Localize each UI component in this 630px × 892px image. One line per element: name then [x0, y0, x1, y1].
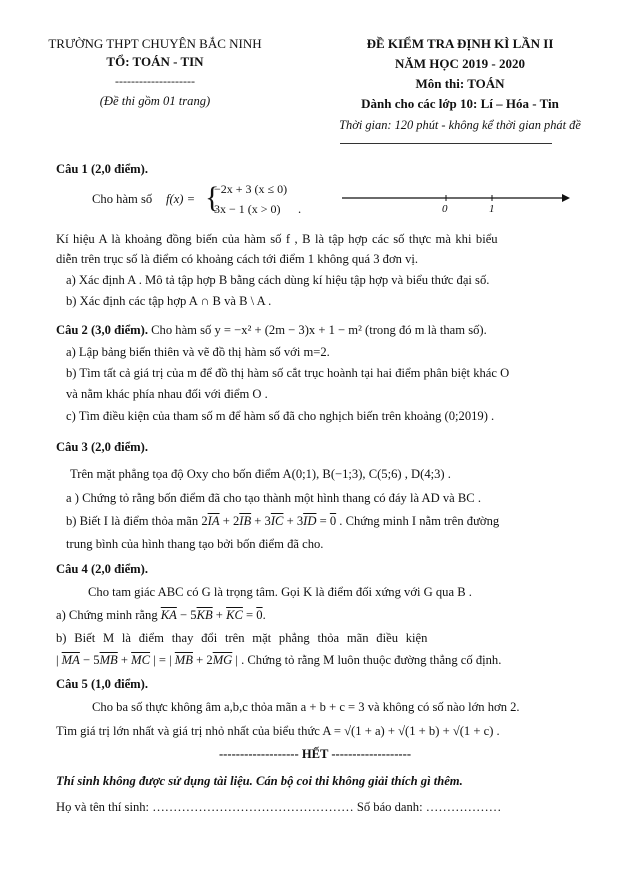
q3-intro: Trên mặt phẳng tọa độ Oxy cho bốn điểm A(0;1), B(−1;3), C(5;6) , D(4;3) .	[70, 467, 451, 481]
exam-title: ĐỀ KIỂM TRA ĐỊNH KÌ LẦN II	[366, 36, 554, 51]
q3-plus3b: + 3	[283, 514, 304, 528]
q5-title: Câu 5 (1,0 điểm).	[56, 677, 148, 691]
q2-part-b2: và nằm khác phía nhau đối với điểm O .	[66, 387, 268, 401]
vector-ic: $\overline{IC}$	[270, 514, 284, 528]
number-line	[340, 188, 572, 216]
number-line-arrow	[562, 194, 570, 202]
q4-title: Câu 4 (2,0 điểm).	[56, 562, 148, 576]
candidate-fields: Họ và tên thí sinh: ………………………………………… Số báo danh: ………………	[56, 800, 502, 814]
school-name: TRƯỜNG THPT CHUYÊN BẮC NINH	[48, 36, 262, 51]
exam-note: Thí sinh không được sử dụng tài liệu. Cán bộ coi thi không giải thích gì thêm.	[56, 774, 463, 788]
q4-bar1: |	[56, 653, 62, 667]
vector-mg: $\overline{MG}$	[212, 653, 233, 667]
vector-mc: $\overline{MC}$	[131, 653, 151, 667]
vector-ma: $\overline{MA}$	[61, 653, 80, 667]
zero-vector: 0	[329, 514, 337, 528]
vector-mb2: $\overline{MB}$	[174, 653, 193, 667]
vector-ib: $\overline{IB}$	[239, 514, 252, 528]
q1-fx: f(x) =	[166, 192, 196, 206]
q1-part-b: b) Xác định các tập hợp A ∩ B và B \ A .	[66, 294, 272, 308]
q1-dot: .	[298, 202, 302, 216]
q1-piece2: 3x − 1 (x > 0)	[214, 202, 281, 216]
school-year: NĂM HỌC 2019 - 2020	[395, 56, 525, 71]
q3-eq: =	[316, 514, 330, 528]
q2-part-a: a) Lập bảng biến thiên và vẽ đồ thị hàm số với m=2.	[66, 345, 330, 359]
q4-intro: Cho tam giác ABC có G là trọng tâm. Gọi K là điểm đối xứng với G qua B .	[88, 585, 472, 599]
q4-a-end: .	[262, 608, 266, 622]
pages-note: (Đề thi gồm 01 trang)	[99, 94, 211, 108]
vector-kb: $\overline{KB}$	[196, 608, 213, 622]
q1-brace: {	[205, 181, 220, 214]
subject: Môn thi: TOÁN	[415, 76, 505, 91]
q4-a-pre: a) Chứng minh rằng	[56, 608, 161, 622]
q4-p2: + 2	[192, 653, 213, 667]
q1-title: Câu 1 (2,0 điểm).	[56, 162, 148, 176]
q4-minus5: − 5	[176, 608, 197, 622]
q4-mid: | = |	[150, 653, 175, 667]
target-classes: Dành cho các lớp 10: Lí – Hóa - Tin	[361, 96, 559, 111]
q1-intro: Cho hàm số	[92, 192, 153, 206]
header-underline	[340, 143, 552, 144]
q3-part-b2: trung bình của hình thang tạo bởi bốn điểm đã cho.	[66, 537, 324, 551]
q4-b2-end: | . Chứng tỏ rằng M luôn thuộc đường thẳng cố định.	[232, 653, 502, 667]
q4-eq: =	[242, 608, 257, 622]
vector-ia: $\overline{IA}$	[207, 514, 220, 528]
q1-text1: Kí hiệu A là khoảng đồng biến của hàm số f , B là tập hợp các số thực mà khi biểu	[56, 232, 498, 246]
vector-mb: $\overline{MB}$	[99, 653, 118, 667]
q4-p1: +	[117, 653, 132, 667]
q4-part-b2	[56, 653, 501, 668]
q3-part-a: a ) Chứng tỏ rằng bốn điểm đã cho tạo thành một hình thang có đáy là AD và BC .	[66, 491, 481, 505]
axis-label-1: 1	[489, 203, 495, 215]
vector-kc: $\overline{KC}$	[226, 608, 243, 622]
q1-part-a: a) Xác định A . Mô tả tập hợp B bằng cách dùng kí hiệu tập hợp và biểu thức đại số.	[66, 273, 490, 287]
q5-line1: Cho ba số thực không âm a,b,c thỏa mãn a + b + c = 3 và không có số nào lớn hơn 2.	[92, 700, 520, 714]
q3-plus2: + 2	[219, 514, 240, 528]
q4-plus: +	[212, 608, 227, 622]
q3-plus3: + 3	[251, 514, 271, 528]
q2-intro: Cho hàm số y = −x² + (2m − 3)x + 1 − m² (trong đó m là tham số).	[148, 323, 487, 337]
q2-title: Câu 2 (3,0 điểm).	[56, 323, 148, 337]
q4-m5: − 5	[79, 653, 100, 667]
q3-title: Câu 3 (2,0 điểm).	[56, 440, 148, 454]
q1-piece1: −2x + 3 (x ≤ 0)	[214, 182, 288, 196]
q4-part-b1: b) Biết M là điểm thay đổi trên mặt phẳng thỏa mãn điều kiện	[56, 631, 428, 645]
q2-line	[56, 323, 487, 338]
q2-part-c: c) Tìm điều kiện của tham số m để hàm số đã cho nghịch biến trên khoảng (0;2019) .	[66, 409, 495, 423]
axis-label-0: 0	[442, 203, 448, 215]
vector-id: $\overline{ID}$	[303, 514, 317, 528]
q3-part-b	[66, 514, 499, 529]
q2-part-b1: b) Tìm tất cả giá trị của m để đồ thị hàm số cắt trục hoành tại hai điểm phân biệt khác O	[66, 366, 510, 380]
header-dashes: --------------------	[115, 74, 195, 88]
department: TỔ: TOÁN - TIN	[106, 54, 204, 69]
q5-line2: Tìm giá trị lớn nhất và giá trị nhỏ nhất của biểu thức A = √(1 + a) + √(1 + b) + √(1 + c) .	[56, 724, 500, 738]
vector-ka: $\overline{KA}$	[160, 608, 177, 622]
q1-text2: diễn trên trục số là điểm có khoảng cách tới điểm 1 không quá 3 đơn vị.	[56, 252, 419, 266]
end-marker: ------------------- HẾT -------------------	[218, 747, 412, 761]
q4-part-a	[56, 608, 266, 623]
q3-b-post: . Chứng minh I nằm trên đường	[336, 514, 500, 528]
time-limit: Thời gian: 120 phút - không kể thời gian phát đề	[339, 118, 581, 132]
q3-b-pre: b) Biết I là điểm thỏa mãn 2	[66, 514, 208, 528]
zero-vector-2: 0	[256, 608, 263, 622]
